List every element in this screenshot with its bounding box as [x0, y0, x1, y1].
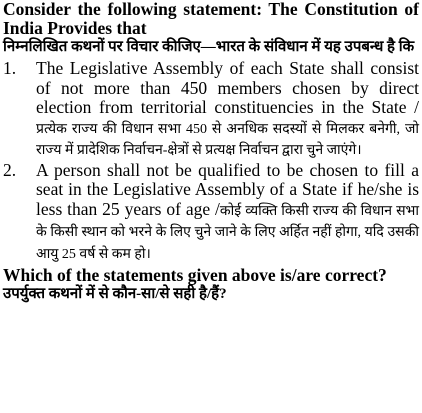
ask-hindi: उपर्युक्त कथनों में से कौन-सा/से सही है/हैं?: [3, 286, 227, 302]
statement-number: 1.: [3, 58, 17, 78]
ask-english: Which of the statements given above is/are correct?: [3, 265, 387, 285]
statement-text-english: A person shall not be qualified to be chosen to fill a seat in the Legislative Assembly of a State if he/she is less than 25 years of age /: [36, 159, 419, 219]
statements-list: [3, 59, 419, 264]
statement-text-hindi: कोई व्यक्ति किसी राज्य की विधान सभा के किसी स्थान को भरने के लिए चुने जाने के लिए अर्हित नहीं होगा, यदि उसकी आयु 25 वर्ष से कम हो।: [36, 203, 419, 262]
statement-text-hindi: प्रत्येक राज्य की विधान सभा 450 से अनधिक सदस्यों से मिलकर बनेगी, जो राज्य में प्रादेशिक निर्वाचन-क्षेत्रों से प्रत्यक्ष निर्वाचन द्वारा चुने जाएंगे।: [36, 121, 419, 158]
statement-text: [36, 59, 419, 161]
statement-item-2: [3, 161, 419, 265]
statement-text-english: The Legislative Assembly of each State shall consist of not more than 450 members chosen by direct election from territorial constituencies in the State /: [36, 58, 419, 117]
question-heading-hindi: निम्नलिखित कथनों पर विचार कीजिए—भारत के संविधान में यह उपबन्ध है कि: [3, 39, 415, 55]
statement-number: 2.: [3, 159, 17, 180]
statement-item-1: [3, 59, 419, 161]
statement-text: [36, 161, 419, 265]
question-heading-english: Consider the following statement: The Constitution of India Provides that: [3, 0, 419, 38]
